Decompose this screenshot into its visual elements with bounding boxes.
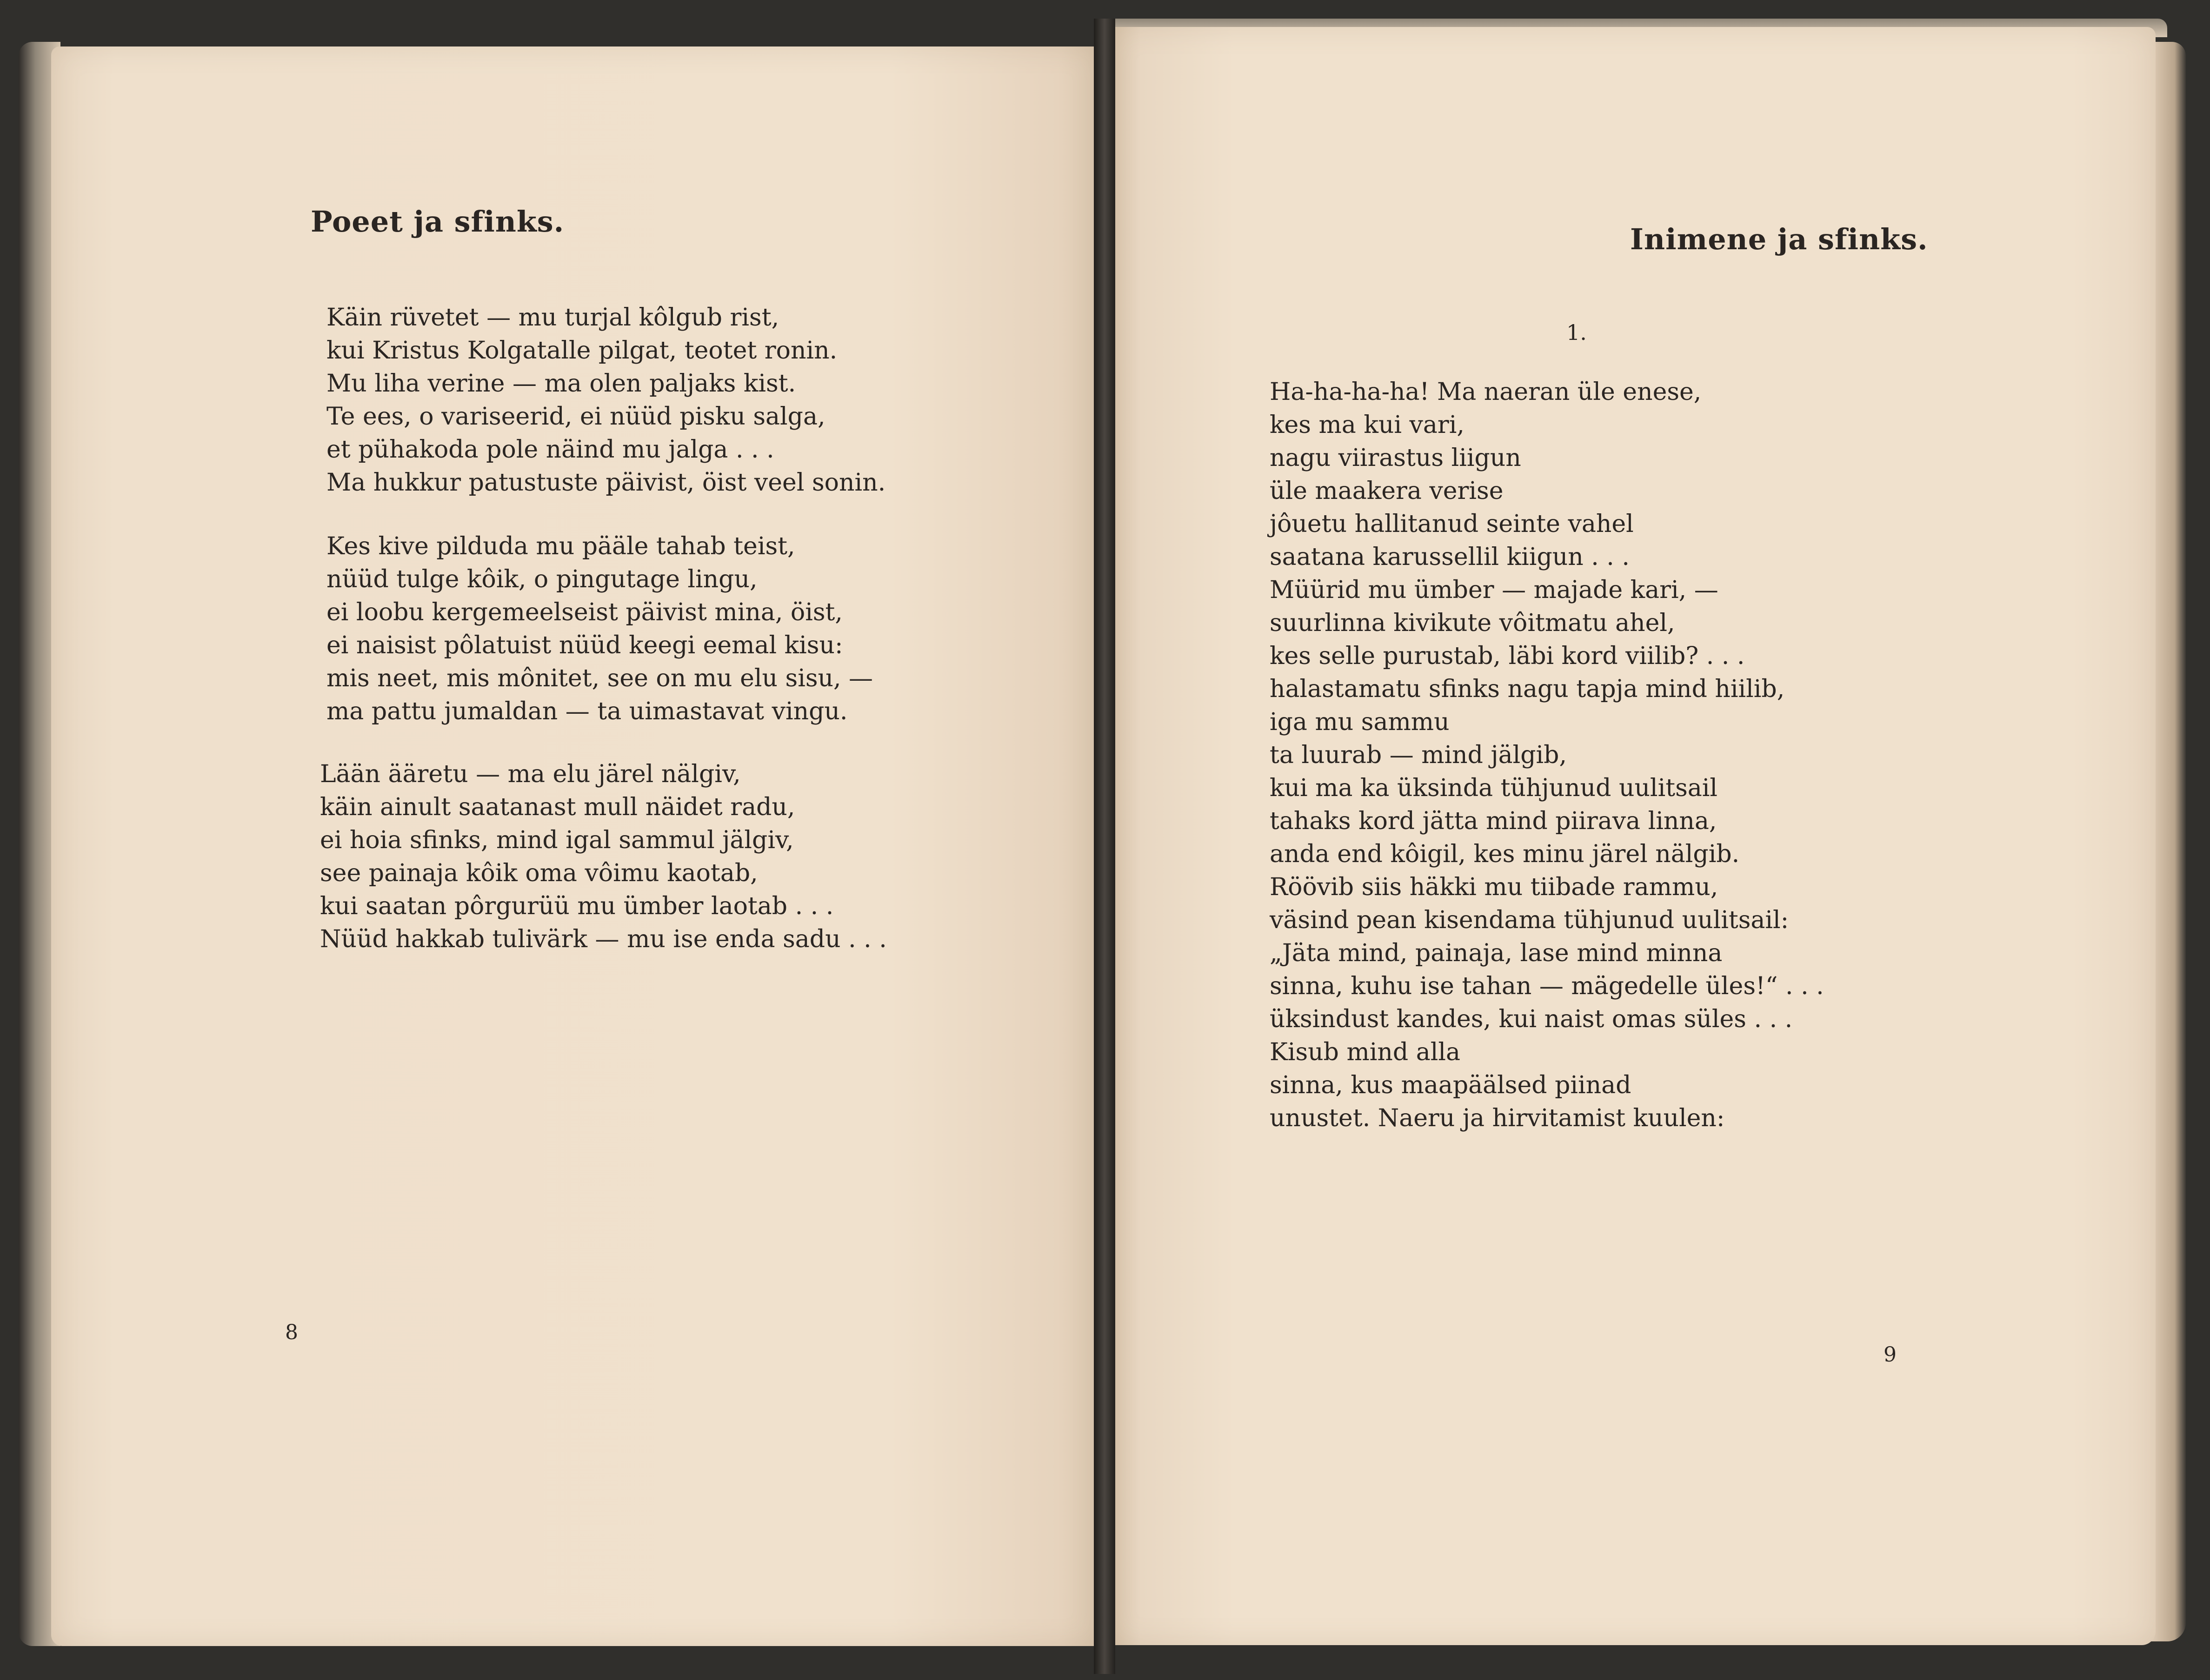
verse-line: käin ainult saatanast mull näidet radu, bbox=[320, 793, 795, 821]
verse-line: ei hoia sfinks, mind igal sammul jälgiv, bbox=[320, 826, 794, 854]
verse-line: nagu viirastus liigun bbox=[1270, 444, 1521, 472]
verse-line: Ma hukkur patustuste päivist, öist veel sonin. bbox=[326, 469, 886, 497]
verse-line: jôuetu hallitanud seinte vahel bbox=[1270, 510, 1634, 538]
verse-line: ei naisist pôlatuist nüüd keegi eemal kisu: bbox=[326, 631, 843, 659]
verse-line: üksindust kandes, kui naist omas süles . . . bbox=[1270, 1005, 1793, 1033]
verse-line: kui saatan pôrgurüü mu ümber laotab . . . bbox=[320, 892, 834, 920]
right-page-title: Inimene ja sfinks. bbox=[1630, 222, 1928, 256]
verse-line: nüüd tulge kôik, o pingutage lingu, bbox=[326, 565, 758, 593]
left-stanza-2 bbox=[326, 530, 873, 728]
verse-line: üle maakera verise bbox=[1270, 477, 1504, 505]
right-poem bbox=[1270, 376, 1824, 1135]
right-page bbox=[1109, 27, 2156, 1645]
verse-line: anda end kôigil, kes minu järel nälgib. bbox=[1270, 840, 1740, 868]
verse-line: Kes kive pilduda mu pääle tahab teist, bbox=[326, 532, 795, 560]
verse-line: sinna, kus maapäälsed piinad bbox=[1270, 1071, 1631, 1099]
verse-line: väsind pean kisendama tühjunud uulitsail: bbox=[1270, 906, 1789, 934]
verse-line: ta luurab — mind jälgib, bbox=[1270, 741, 1567, 769]
verse-line: saatana karussellil kiigun . . . bbox=[1270, 543, 1630, 571]
verse-line: Müürid mu ümber — majade kari, — bbox=[1270, 576, 1718, 604]
left-stanza-3 bbox=[320, 758, 887, 956]
verse-line: Te ees, o variseerid, ei nüüd pisku salga, bbox=[326, 403, 825, 431]
verse-line: ma pattu jumaldan — ta uimastavat vingu. bbox=[326, 697, 848, 725]
verse-line: iga mu sammu bbox=[1270, 708, 1450, 736]
verse-line: see painaja kôik oma vôimu kaotab, bbox=[320, 859, 758, 887]
verse-line: halastamatu sfinks nagu tapja mind hiilib, bbox=[1270, 675, 1785, 703]
verse-line: kui ma ka üksinda tühjunud uulitsail bbox=[1270, 774, 1718, 802]
verse-line: Lään ääretu — ma elu järel nälgiv, bbox=[320, 760, 741, 788]
verse-line: Ha-ha-ha-ha! Ma naeran üle enese, bbox=[1270, 378, 1702, 406]
verse-line: ei loobu kergemeelseist päivist mina, öist, bbox=[326, 598, 843, 626]
left-page bbox=[51, 46, 1100, 1646]
section-number: 1. bbox=[1566, 320, 1587, 345]
page-number-right: 9 bbox=[1884, 1343, 1897, 1367]
verse-line: et pühakoda pole näind mu jalga . . . bbox=[326, 436, 774, 464]
verse-line: unustet. Naeru ja hirvitamist kuulen: bbox=[1270, 1104, 1725, 1132]
verse-line: Mu liha verine — ma olen paljaks kist. bbox=[326, 370, 796, 398]
page-number-left: 8 bbox=[285, 1321, 298, 1344]
verse-line: „Jäta mind, painaja, lase mind minna bbox=[1270, 939, 1723, 967]
verse-line: kes ma kui vari, bbox=[1270, 411, 1464, 439]
verse-line: suurlinna kivikute vôitmatu ahel, bbox=[1270, 609, 1675, 637]
verse-line: Kisub mind alla bbox=[1270, 1038, 1460, 1066]
verse-line: tahaks kord jätta mind piirava linna, bbox=[1270, 807, 1717, 835]
verse-line: kui Kristus Kolgatalle pilgat, teotet ronin. bbox=[326, 337, 838, 365]
verse-line: kes selle purustab, läbi kord viilib? . . . bbox=[1270, 642, 1745, 670]
verse-line: Nüüd hakkab tulivärk — mu ise enda sadu . . . bbox=[320, 925, 887, 953]
left-stanza-1 bbox=[326, 301, 885, 499]
verse-line: Käin rüvetet — mu turjal kôlgub rist, bbox=[326, 304, 779, 332]
verse-line: Röövib siis häkki mu tiibade rammu, bbox=[1270, 873, 1718, 901]
book-gutter bbox=[1094, 19, 1115, 1674]
left-page-title: Poeet ja sfinks. bbox=[311, 205, 565, 239]
verse-line: sinna, kuhu ise tahan — mägedelle üles!“ . . . bbox=[1270, 972, 1824, 1000]
verse-line: mis neet, mis mônitet, see on mu elu sisu, — bbox=[326, 664, 873, 692]
